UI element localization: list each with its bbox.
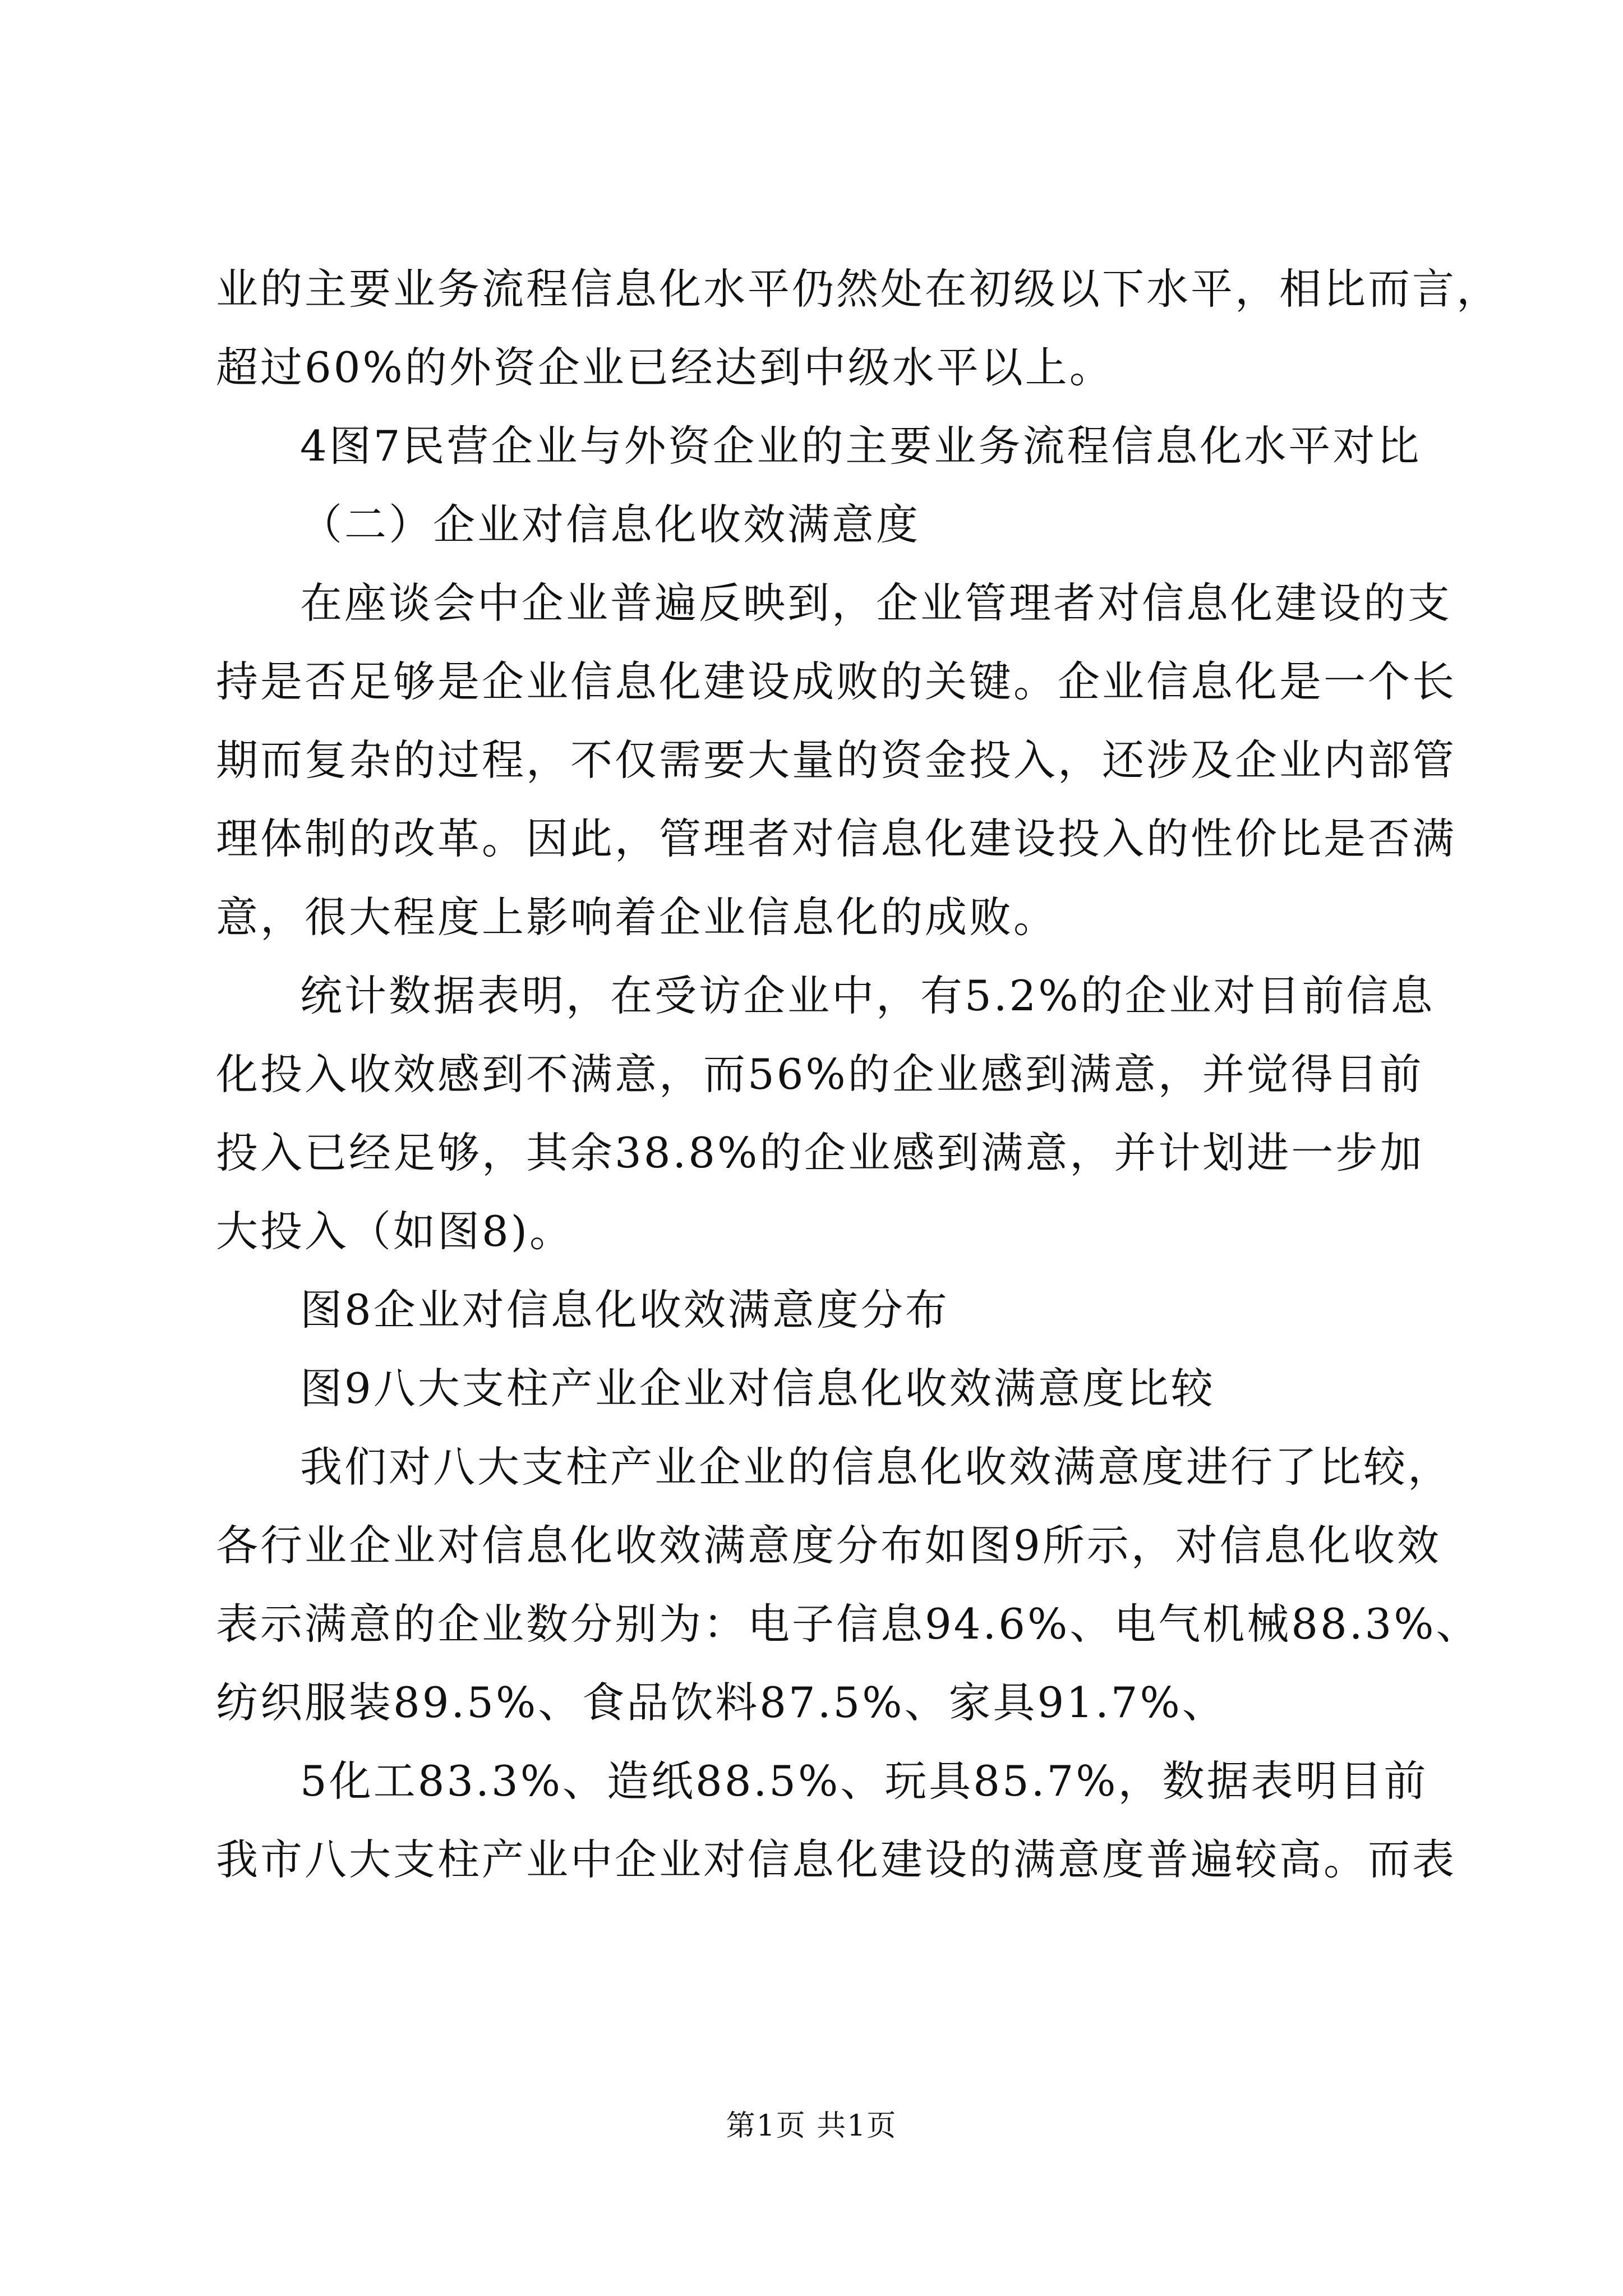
page-footer: 第1页 共1页 <box>726 2109 897 2143</box>
text-line: 我们对八大支柱产业企业的信息化收效满意度进行了比较， <box>300 1442 1453 1492</box>
text-line: 各行业企业对信息化收效满意度分布如图9所示，对信息化收效 <box>216 1521 1441 1570</box>
figure-caption: 图9八大支柱产业企业对信息化收效满意度比较 <box>300 1364 1215 1413</box>
text-line: 超过60%的外资企业已经达到中级水平以上。 <box>216 343 1114 392</box>
text-line: 理体制的改革。因此，管理者对信息化建设投入的性价比是否满 <box>216 814 1457 863</box>
figure-caption: 4图7民营企业与外资企业的主要业务流程信息化水平对比 <box>300 421 1422 471</box>
figure-caption: 图8企业对信息化收效满意度分布 <box>300 1285 949 1335</box>
text-line: 持是否足够是企业信息化建设成败的关键。企业信息化是一个长 <box>216 657 1457 706</box>
section-heading: （二）企业对信息化收效满意度 <box>300 500 921 549</box>
text-line: 意，很大程度上影响着企业信息化的成败。 <box>216 892 1058 942</box>
text-line: 纺织服装89.5%、食品饮料87.5%、家具91.7%、 <box>216 1678 1227 1727</box>
text-line: 业的主要业务流程信息化水平仍然处在初级以下水平，相比而言， <box>216 264 1501 314</box>
text-line: 化投入收效感到不满意，而56%的企业感到满意，并觉得目前 <box>216 1050 1424 1099</box>
text-line: 在座谈会中企业普遍反映到，企业管理者对信息化建设的支 <box>300 578 1453 628</box>
text-line: 投入已经足够，其余38.8%的企业感到满意，并计划进一步加 <box>216 1128 1424 1177</box>
text-line: 大投入（如图8)。 <box>216 1207 574 1256</box>
text-line: 期而复杂的过程，不仅需要大量的资金投入，还涉及企业内部管 <box>216 735 1457 785</box>
text-line: 表示满意的企业数分别为：电子信息94.6%、电气机械88.3%、 <box>216 1599 1481 1649</box>
document-body <box>216 250 1501 1899</box>
text-line: 统计数据表明，在受访企业中，有5.2%的企业对目前信息 <box>300 971 1435 1020</box>
text-line: 5化工83.3%、造纸88.5%、玩具85.7%，数据表明目前 <box>300 1756 1428 1806</box>
text-line: 我市八大支柱产业中企业对信息化建设的满意度普遍较高。而表 <box>216 1835 1457 1884</box>
